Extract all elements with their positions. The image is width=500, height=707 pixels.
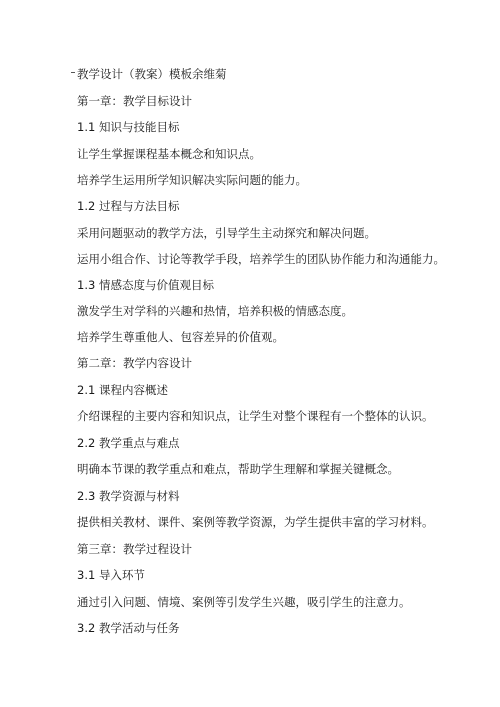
chapter-3-heading: 第三章：教学过程设计 — [77, 542, 192, 556]
paragraph: 采用问题驱动的教学方法，引导学生主动探究和解决问题。 — [77, 226, 376, 240]
section-2-1-heading: 2.1 课程内容概述 — [77, 383, 168, 397]
title-marker — [71, 72, 75, 73]
chapter-2-heading: 第二章：教学内容设计 — [77, 356, 192, 370]
paragraph: 明确本节课的教学重点和难点，帮助学生理解和掌握关键概念。 — [77, 462, 399, 476]
section-3-1-heading: 3.1 导入环节 — [77, 568, 145, 582]
paragraph: 激发学生对学科的兴趣和热情，培养积极的情感态度。 — [77, 304, 353, 318]
paragraph: 运用小组合作、讨论等教学手段，培养学生的团队协作能力和沟通能力。 — [77, 252, 445, 266]
paragraph: 培养学生运用所学知识解决实际问题的能力。 — [77, 173, 307, 187]
paragraph: 通过引入问题、情境、案例等引发学生兴趣，吸引学生的注意力。 — [77, 595, 411, 609]
section-3-2-heading: 3.2 教学活动与任务 — [77, 621, 180, 635]
paragraph: 介绍课程的主要内容和知识点，让学生对整个课程有一个整体的认识。 — [77, 409, 434, 423]
document-title: 教学设计（教案）模板余维菊 — [77, 67, 227, 81]
section-1-3-heading: 1.3 情感态度与价值观目标 — [77, 278, 214, 292]
section-1-1-heading: 1.1 知识与技能目标 — [77, 120, 180, 134]
section-2-2-heading: 2.2 教学重点与难点 — [77, 436, 180, 450]
chapter-1-heading: 第一章：教学目标设计 — [77, 94, 192, 108]
paragraph: 让学生掌握课程基本概念和知识点。 — [77, 147, 261, 161]
paragraph: 提供相关教材、课件、案例等教学资源，为学生提供丰富的学习材料。 — [77, 515, 434, 529]
section-1-2-heading: 1.2 过程与方法目标 — [77, 199, 180, 213]
paragraph: 培养学生尊重他人、包容差异的价值观。 — [77, 330, 284, 344]
section-2-3-heading: 2.3 教学资源与材料 — [77, 489, 180, 503]
